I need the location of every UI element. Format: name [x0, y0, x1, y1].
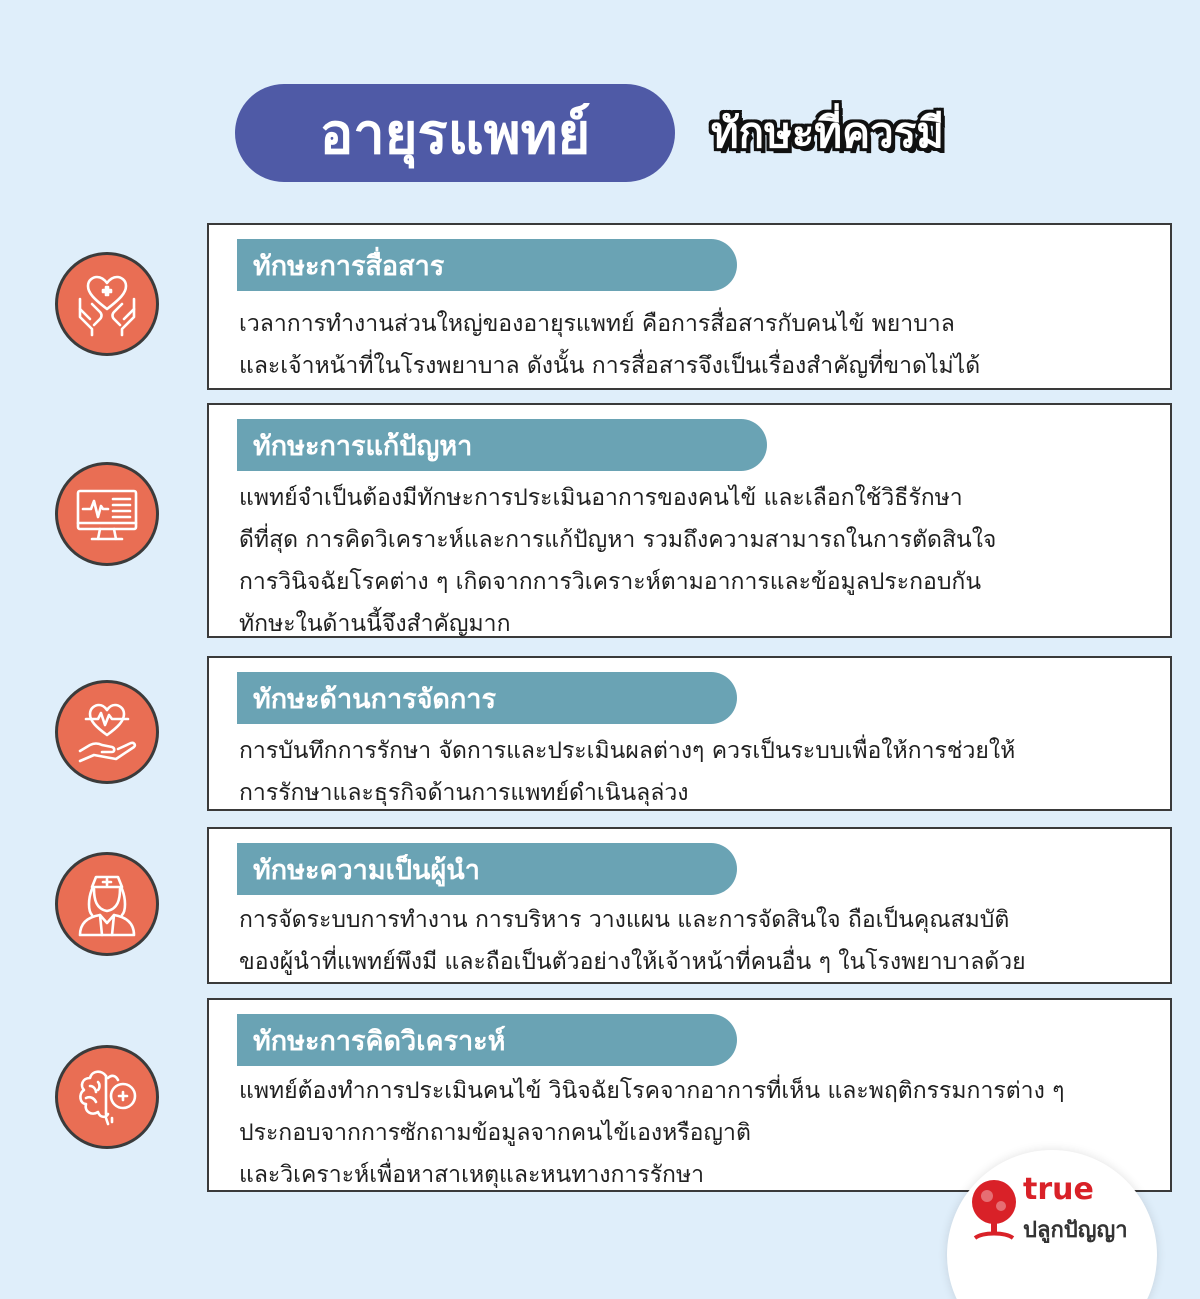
card-leadership	[207, 827, 1172, 984]
page-title: อายุรแพทย์	[235, 84, 675, 182]
card-line: การจัดระบบการทำงาน การบริหาร วางแผน และการจัดสินใจ ถือเป็นคุณสมบัติ	[239, 907, 1010, 933]
card-problem-solving	[207, 403, 1172, 638]
card-management	[207, 656, 1172, 811]
card-label: ทักษะการสื่อสาร	[237, 239, 737, 291]
card-body	[239, 477, 1158, 645]
logo-brand: true	[1023, 1172, 1094, 1207]
card-label: ทักษะการคิดวิเคราะห์	[237, 1014, 737, 1066]
header	[235, 84, 944, 182]
card-line: เวลาการทำงานส่วนใหญ่ของอายุรแพทย์ คือการสื่อสารกับคนไข้ พยาบาล	[239, 311, 955, 337]
card-line: ทักษะในด้านนี้จึงสำคัญมาก	[239, 611, 511, 637]
page-subtitle: ทักษะที่ควรมี	[711, 108, 944, 157]
logo-sub: ปลูกปัญญา	[1023, 1218, 1128, 1243]
card-body	[239, 899, 1158, 983]
card-label: ทักษะความเป็นผู้นำ	[237, 843, 737, 895]
medical-monitor-icon	[55, 462, 159, 566]
card-line: และวิเคราะห์เพื่อหาสาเหตุและหนทางการรักษา	[239, 1162, 705, 1188]
card-line: ประกอบจากการซักถามข้อมูลจากคนไข้เองหรือญาติ	[239, 1120, 751, 1146]
tree-logo-icon	[965, 1176, 1023, 1244]
card-label: ทักษะการแก้ปัญหา	[237, 419, 767, 471]
card-label: ทักษะด้านการจัดการ	[237, 672, 737, 724]
brain-plus-icon	[55, 1045, 159, 1149]
card-communication	[207, 223, 1172, 390]
card-line: การบันทึกการรักษา จัดการและประเมินผลต่างๆ ควรเป็นระบบเพื่อให้การช่วยให้	[239, 738, 1016, 764]
card-line: ของผู้นำที่แพทย์พึงมี และถือเป็นตัวอย่างให้เจ้าหน้าที่คนอื่น ๆ ในโรงพยาบาลด้วย	[239, 949, 1026, 975]
card-body	[239, 303, 1158, 387]
card-line: แพทย์จำเป็นต้องมีทักษะการประเมินอาการของคนไข้ และเลือกใช้วิธีรักษา	[239, 485, 963, 511]
card-line: แพทย์ต้องทำการประเมินคนไข้ วินิจฉัยโรคจากอาการที่เห็น และพฤติกรรมการต่าง ๆ	[239, 1078, 1065, 1104]
heartbeat-hand-icon	[55, 680, 159, 784]
nurse-icon	[55, 852, 159, 956]
heart-hands-icon	[55, 252, 159, 356]
card-line: การวินิจฉัยโรคต่าง ๆ เกิดจากการวิเคราะห์ตามอาการและข้อมูลประกอบกัน	[239, 569, 982, 595]
card-line: ดีที่สุด การคิดวิเคราะห์และการแก้ปัญหา รวมถึงความสามารถในการตัดสินใจ	[239, 527, 997, 553]
card-line: การรักษาและธุรกิจด้านการแพทย์ดำเนินลุล่วง	[239, 780, 689, 806]
card-line: และเจ้าหน้าที่ในโรงพยาบาล ดังนั้น การสื่อสารจึงเป็นเรื่องสำคัญที่ขาดไม่ได้	[239, 353, 981, 379]
card-body	[239, 730, 1158, 814]
